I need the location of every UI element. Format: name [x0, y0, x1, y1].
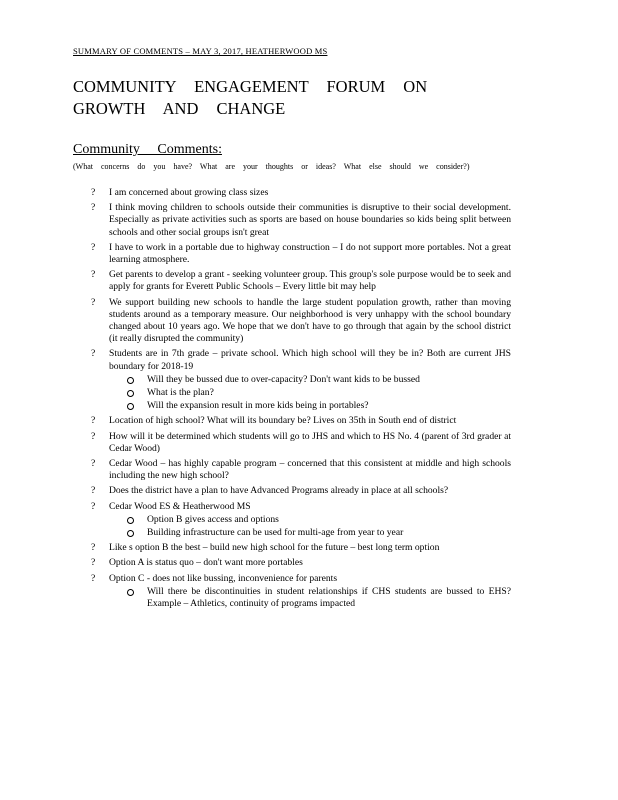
sub-comment-text: Building infrastructure can be used for multi-age from year to year: [147, 527, 404, 539]
comment-item: [91, 187, 511, 199]
hollow-circle-bullet-icon: [127, 589, 134, 596]
comment-item: [91, 542, 511, 554]
hollow-circle-bullet-icon: [127, 517, 134, 524]
document-header: SUMMARY OF COMMENTS – MAY 3, 2017, HEATHERWOOD MS: [73, 46, 328, 56]
hollow-circle-bullet-icon: [127, 390, 134, 397]
title-line-1: COMMUNITY ENGAGEMENT FORUM ON: [73, 77, 428, 96]
sub-comment-text: Will they be bussed due to over-capacity? Don't want kids to be bussed: [147, 373, 420, 385]
comment-text: Does the district have a plan to have Advanced Programs already in place at all schools?: [109, 485, 449, 497]
comments-prompt: (What concerns do you have? What are your thoughts or ideas? What else should we consider?): [73, 162, 470, 171]
comment-text: Get parents to develop a grant - seeking volunteer group. This group's sole purpose would be to seek and apply for grants for Everett Public Schools – Every little bit may help: [109, 269, 511, 293]
comment-text: Like s option B the best – build new high school for the future – best long term option: [109, 542, 440, 554]
sub-comment-text: Will the expansion result in more kids being in portables?: [147, 400, 369, 412]
bullet-icon: ?: [91, 572, 96, 584]
comment-text: Cedar Wood ES & Heatherwood MS: [109, 500, 251, 512]
bullet-icon: ?: [91, 557, 96, 569]
comment-text: How will it be determined which students will go to JHS and which to HS No. 4 (parent of 3rd grader at Cedar Wood): [109, 430, 511, 454]
sub-comment-item: [109, 387, 511, 399]
hollow-circle-bullet-icon: [127, 377, 134, 384]
comment-item: [91, 202, 511, 239]
comment-text: Students are in 7th grade – private school. Which high school will they be in? Both are current JHS boundary for 2018-19: [109, 348, 511, 372]
sub-comment-text: Option B gives access and options: [147, 513, 279, 525]
comment-text: Cedar Wood – has highly capable program – concerned that this consistent at middle and high schools including the new high school?: [109, 458, 511, 482]
sub-comment-item: [109, 527, 511, 539]
title-line-2: GROWTH AND CHANGE: [73, 99, 286, 118]
bullet-icon: ?: [91, 296, 96, 308]
sub-comment-item: [109, 400, 511, 412]
bullet-icon: ?: [91, 485, 96, 497]
comment-item: [91, 431, 511, 455]
comments-heading: Community Comments:: [73, 142, 222, 157]
comment-item: [91, 297, 511, 346]
bullet-icon: ?: [91, 187, 96, 198]
document-title: [73, 76, 543, 120]
comment-item: [91, 573, 511, 611]
comment-item: [91, 501, 511, 540]
hollow-circle-bullet-icon: [127, 403, 134, 410]
comment-text: Location of high school? What will its boundary be? Lives on 35th in South end of district: [109, 415, 457, 427]
hollow-circle-bullet-icon: [127, 530, 134, 537]
bullet-icon: ?: [91, 241, 96, 253]
comment-text: Option A is status quo – don't want more portables: [109, 557, 303, 569]
comment-item: [91, 415, 511, 427]
comment-text: I think moving children to schools outside their communities is disruptive to their social development. Especially as private activities such as sports are based on house boundaries so kids being split between schools and other social groups isn't great: [109, 202, 511, 238]
comment-text: I am concerned about growing class sizes: [109, 187, 269, 198]
bullet-icon: ?: [91, 269, 96, 281]
bullet-icon: ?: [91, 458, 96, 470]
comment-text: Option C - does not like bussing, inconvenience for parents: [109, 572, 338, 584]
comment-item: [91, 269, 511, 293]
sub-comment-item: [109, 586, 511, 610]
sub-comment-text: What is the plan?: [147, 387, 214, 399]
comment-item: [91, 348, 511, 412]
sub-comment-item: [109, 514, 511, 526]
sub-comment-text: Will there be discontinuities in student relationships if CHS students are bussed to EHS? Example – Athletics, continuity of programs impacted: [147, 585, 511, 610]
bullet-icon: ?: [91, 542, 96, 554]
comment-text: We support building new schools to handle the large student population growth, rather than moving students around as a temporary measure. Our neighborhood is very unhappy with the school boundary changed about 10 years ago. We hope that we don't have to go through that again by the school district (it really disrupted the community): [109, 296, 511, 345]
bullet-icon: ?: [91, 202, 96, 214]
bullet-icon: ?: [91, 500, 96, 512]
comment-item: [91, 458, 511, 482]
sub-comment-item: [109, 374, 511, 386]
bullet-icon: ?: [91, 415, 96, 427]
bullet-icon: ?: [91, 430, 96, 442]
comment-list: [91, 187, 511, 613]
comment-item: [91, 242, 511, 266]
bullet-icon: ?: [91, 348, 96, 360]
comment-item: [91, 557, 511, 569]
comment-text: I have to work in a portable due to highway construction – I do not support more portables. Not a great learning atmosphere.: [109, 241, 511, 266]
comment-item: [91, 485, 511, 497]
